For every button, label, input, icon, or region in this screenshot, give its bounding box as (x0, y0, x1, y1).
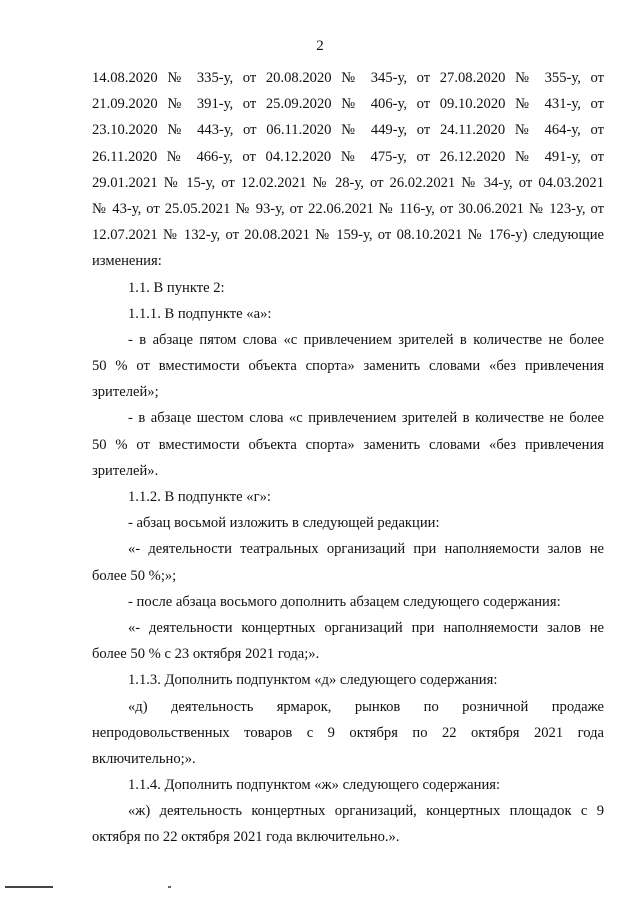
text-line: октября по 22 октября 2021 года включительно.». (92, 829, 400, 846)
text-line: более 50 % с 23 октября 2021 года;». (92, 646, 320, 663)
text-line: «- деятельности концертных организаций при наполняемости залов не (128, 619, 604, 636)
text-line: - в абзаце шестом слова «с привлечением зрителей в количестве не более (128, 410, 604, 427)
text-line: зрителей»; (92, 384, 159, 401)
text-line: - после абзаца восьмого дополнить абзацем следующего содержания: (128, 593, 561, 610)
text-line: 14.08.2020 № 335-у, от 20.08.2020 № 345-у, от 27.08.2020 № 355-у, от (92, 70, 604, 86)
text-line: 29.01.2021 № 15-у, от 12.02.2021 № 28-у, от 26.02.2021 № 34-у, от 04.03.2021 (92, 174, 604, 191)
subsection-heading: 1.1.1. В подпункте «а»: (128, 305, 272, 322)
text-line: 50 % от вместимости объекта спорта» заменить словами «без привлечения (92, 358, 604, 375)
text-line: «д) деятельность ярмарок, рынков по розничной продаже (128, 698, 604, 715)
subsection-heading: 1.1.2. В подпункте «г»: (128, 489, 271, 505)
page-number: 2 (316, 38, 324, 54)
text-line: 50 % от вместимости объекта спорта» заменить словами «без привлечения (92, 436, 604, 453)
text-line: зрителей». (92, 462, 159, 479)
text-line: 26.11.2020 № 466-у, от 04.12.2020 № 475-у, от 26.12.2020 № 491-у, от (92, 148, 604, 165)
text-line: включительно;». (92, 750, 196, 767)
document-body (92, 65, 604, 851)
text-line: изменения: (92, 253, 162, 270)
subsection-heading: 1.1.3. Дополнить подпунктом «д» следующего содержания: (128, 672, 498, 689)
text-line: - в абзаце пятом слова «с привлечением зрителей в количестве не более (128, 331, 604, 348)
text-line: 23.10.2020 № 443-у, от 06.11.2020 № 449-у, от 24.11.2020 № 464-у, от (92, 122, 604, 139)
text-line: «ж) деятельность концертных организаций, концертных площадок с 9 (128, 803, 604, 820)
text-line: 21.09.2020 № 391-у, от 25.09.2020 № 406-у, от 09.10.2020 № 431-у, от (92, 96, 604, 113)
footer-rule (5, 886, 53, 888)
text-line: более 50 %;»; (92, 567, 177, 584)
text-line: № 43-у, от 25.05.2021 № 93-у, от 22.06.2021 № 116-у, от 30.06.2021 № 123-у, от (92, 200, 604, 217)
subsection-heading: 1.1.4. Дополнить подпунктом «ж» следующего содержания: (128, 777, 501, 794)
footer-mark (168, 886, 171, 888)
text-line: 12.07.2021 № 132-у, от 20.08.2021 № 159-у, от 08.10.2021 № 176-у) следующие (92, 227, 604, 244)
text-line: - абзац восьмой изложить в следующей редакции: (128, 515, 440, 532)
section-heading: 1.1. В пункте 2: (128, 279, 225, 296)
text-line: непродовольственных товаров с 9 октября по 22 октября 2021 года (92, 724, 604, 741)
text-line: «- деятельности театральных организаций при наполняемости залов не (128, 541, 604, 558)
